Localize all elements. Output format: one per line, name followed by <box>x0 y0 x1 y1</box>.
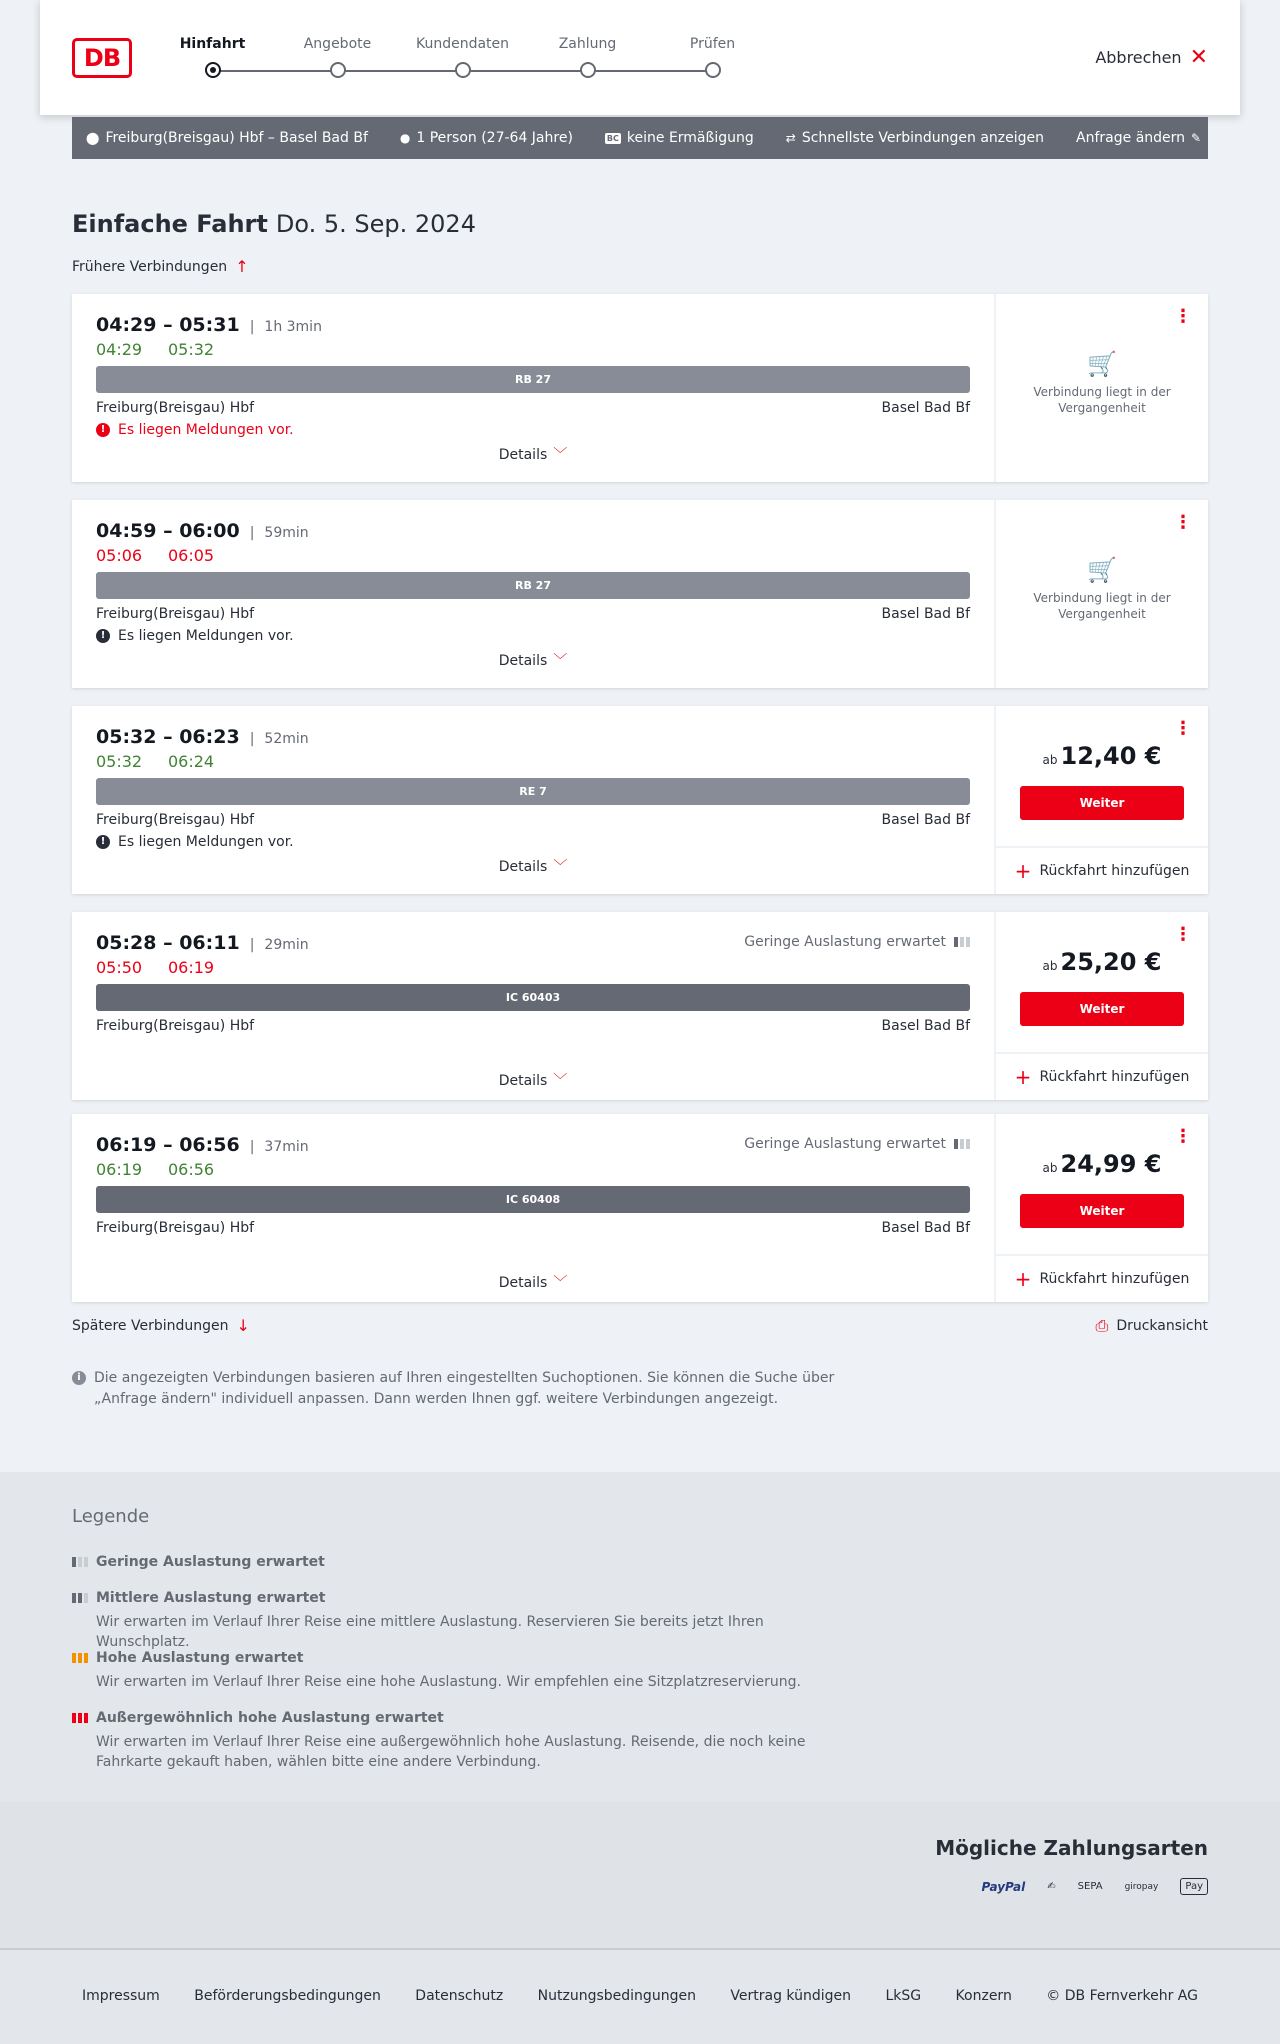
chevron-down-icon: ﹀ <box>553 447 568 463</box>
details-toggle[interactable] <box>72 650 994 670</box>
legend-description: Wir erwarten im Verlauf Ihrer Reise eine außergewöhnlich hohe Auslastung. Reisende, die noch keine Fahrkarte gekauft haben, wählen bitte eine andere Verbindung. <box>96 1734 806 1770</box>
step-circle <box>330 62 346 78</box>
divider: | <box>249 731 255 747</box>
connection-card <box>72 912 1208 1100</box>
arrow-up-icon: ↑ <box>235 257 249 276</box>
planned-times: 06:19 – 06:56 <box>96 1134 240 1156</box>
more-options-icon[interactable]: ⋮ <box>1174 718 1192 739</box>
details-toggle[interactable] <box>72 1070 994 1090</box>
step-label: Prüfen <box>689 36 736 52</box>
search-summary-bar <box>72 117 1208 159</box>
legend-item-head <box>72 1650 852 1666</box>
add-return-label: Rückfahrt hinzufügen <box>1039 1069 1190 1085</box>
past-connection-text: Verbindung liegt in der Vergangenheit <box>1033 591 1171 621</box>
booking-header <box>40 0 1240 115</box>
info-warning-icon: ! <box>96 629 110 643</box>
print-view-label: Druckansicht <box>1116 1318 1208 1334</box>
chevron-down-icon: ﹀ <box>553 653 568 669</box>
connection-times <box>96 932 309 954</box>
arrow-down-icon: ↓ <box>236 1316 250 1335</box>
close-icon: ✕ <box>1189 44 1208 70</box>
origin-station: Freiburg(Breisgau) Hbf <box>96 1018 255 1034</box>
add-return-label: Rückfahrt hinzufügen <box>1039 1271 1190 1287</box>
chevron-down-icon: ﹀ <box>553 1073 568 1089</box>
trip-date: Do. 5. Sep. 2024 <box>275 210 476 238</box>
details-label: Details <box>498 447 548 463</box>
more-options-icon[interactable]: ⋮ <box>1174 512 1192 533</box>
past-connection-notice <box>996 556 1208 622</box>
later-connections-link[interactable] <box>72 1316 250 1335</box>
cancel-label: Abbrechen <box>1095 48 1182 67</box>
train-bar[interactable]: RB 27 <box>96 572 970 599</box>
earlier-connections-label: Frühere Verbindungen <box>72 258 228 275</box>
connection-times <box>96 1134 309 1156</box>
price <box>996 742 1208 770</box>
legend-title: Legende <box>72 1506 150 1527</box>
price-prefix: ab <box>1042 1161 1058 1175</box>
footer-link-lksg[interactable]: LkSG <box>885 1988 922 2004</box>
realtime-departure: 06:19 <box>96 1160 143 1179</box>
connection-times <box>96 726 309 748</box>
bahncard-icon: BC <box>606 133 619 143</box>
divider: | <box>249 525 255 541</box>
duration: 52min <box>264 731 309 747</box>
duration: 37min <box>264 1139 309 1155</box>
origin-station: Freiburg(Breisgau) Hbf <box>96 1220 255 1236</box>
edit-request-label: Anfrage ändern <box>1076 130 1186 146</box>
edit-request-button[interactable] <box>1076 130 1201 146</box>
realtime-times <box>96 340 216 359</box>
realtime-times <box>96 752 216 771</box>
step-label: Kundendaten <box>415 36 510 52</box>
connection-times <box>96 520 309 542</box>
step-zahlung <box>525 34 650 78</box>
destination-station: Basel Bad Bf <box>881 1220 970 1236</box>
step-kundendaten <box>400 34 525 78</box>
more-options-icon[interactable]: ⋮ <box>1174 1126 1192 1147</box>
continue-button[interactable]: Weiter <box>1020 786 1184 820</box>
notice-message <box>96 834 294 850</box>
offer-panel <box>994 912 1208 1100</box>
payment-methods-section <box>0 1802 1280 1950</box>
realtime-departure: 04:29 <box>96 340 143 359</box>
price-amount: 24,99 € <box>1060 1150 1162 1178</box>
realtime-times <box>96 546 216 565</box>
plus-icon: + <box>1014 1065 1032 1089</box>
pencil-icon: ✎ <box>1191 131 1202 145</box>
notice-text: Es liegen Meldungen vor. <box>118 422 294 438</box>
sepa-icon: SEPA <box>1077 1881 1103 1892</box>
footer <box>0 1950 1280 2044</box>
chevron-down-icon: ﹀ <box>553 859 568 875</box>
occupancy-indicator <box>744 934 970 950</box>
swap-arrows-icon: ⇄ <box>785 131 796 145</box>
connection-card <box>72 294 1208 482</box>
notice-message <box>96 628 294 644</box>
route-summary <box>86 130 368 146</box>
applepay-label: Pay <box>1185 1881 1203 1892</box>
footer-link-nutzungsbedingungen[interactable]: Nutzungsbedingungen <box>537 1988 696 2004</box>
legend-item-high <box>72 1650 852 1692</box>
duration: 1h 3min <box>264 319 322 335</box>
direct-debit-icon: ✍ <box>1047 1881 1056 1892</box>
persons-text: 1 Person (27-64 Jahre) <box>416 130 573 146</box>
details-toggle[interactable] <box>72 444 994 464</box>
notice-message <box>96 422 294 438</box>
price-amount: 25,20 € <box>1060 948 1162 976</box>
offer-panel <box>994 500 1208 688</box>
later-connections-label: Spätere Verbindungen <box>72 1317 229 1334</box>
info-icon: i <box>72 1371 86 1385</box>
occupancy-low-icon <box>72 1557 88 1567</box>
planned-times: 05:32 – 06:23 <box>96 726 240 748</box>
notice-text: Es liegen Meldungen vor. <box>118 834 294 850</box>
legend-description: Wir erwarten im Verlauf Ihrer Reise eine hohe Auslastung. Wir empfehlen eine Sitzplatzreservierung. <box>96 1674 801 1690</box>
notice-text: Es liegen Meldungen vor. <box>118 628 294 644</box>
discount-text: keine Ermäßigung <box>626 130 754 146</box>
step-pruefen <box>650 34 775 78</box>
cart-disabled-icon: 🛒 <box>1087 556 1117 584</box>
footer-link-vertrag-kuendigen[interactable]: Vertrag kündigen <box>730 1988 851 2004</box>
step-angebote <box>275 34 400 78</box>
step-circle-active <box>205 62 221 78</box>
step-circle <box>580 62 596 78</box>
past-connection-text: Verbindung liegt in der Vergangenheit <box>1033 385 1171 415</box>
add-return-button[interactable] <box>996 846 1208 894</box>
discount-summary <box>605 130 754 146</box>
legend-description: Wir erwarten im Verlauf Ihrer Reise eine mittlere Auslastung. Reservieren Sie bereits jetzt Ihren Wunschplatz. <box>96 1614 764 1650</box>
price <box>996 948 1208 976</box>
occupancy-low-icon <box>954 937 970 947</box>
realtime-arrival: 06:24 <box>168 752 215 771</box>
origin-station: Freiburg(Breisgau) Hbf <box>96 400 255 416</box>
planned-times: 04:29 – 05:31 <box>96 314 240 336</box>
legend-label: Geringe Auslastung erwartet <box>96 1554 325 1570</box>
continue-button[interactable]: Weiter <box>1020 992 1184 1026</box>
search-options-note <box>72 1368 842 1410</box>
giropay-icon: giropay <box>1124 1881 1159 1892</box>
train-bar[interactable]: RE 7 <box>96 778 970 805</box>
divider: | <box>249 1139 255 1155</box>
planned-times: 04:59 – 06:00 <box>96 520 240 542</box>
price-amount: 12,40 € <box>1060 742 1162 770</box>
occupancy-text: Geringe Auslastung erwartet <box>744 1136 946 1152</box>
duration: 29min <box>264 937 309 953</box>
realtime-times <box>96 1160 216 1179</box>
footer-copyright: © DB Fernverkehr AG <box>1046 1988 1198 2004</box>
details-label: Details <box>498 653 548 669</box>
offer-panel <box>994 294 1208 482</box>
step-label: Zahlung <box>558 36 617 52</box>
price-prefix: ab <box>1042 959 1058 973</box>
connection-times <box>96 314 322 336</box>
connection-card <box>72 1114 1208 1302</box>
legend-item-low <box>72 1554 852 1570</box>
plus-icon: + <box>1014 1267 1032 1291</box>
paypal-icon: PayPal <box>981 1879 1026 1894</box>
past-connection-notice <box>996 350 1208 416</box>
details-toggle[interactable] <box>72 856 994 876</box>
stations <box>96 812 970 828</box>
destination-station: Basel Bad Bf <box>881 812 970 828</box>
legend-label: Hohe Auslastung erwartet <box>96 1650 304 1666</box>
more-options-icon[interactable]: ⋮ <box>1174 306 1192 327</box>
connection-info <box>72 706 994 894</box>
stations <box>96 606 970 622</box>
duration: 59min <box>264 525 309 541</box>
realtime-departure: 05:06 <box>96 546 143 565</box>
step-label: Angebote <box>303 36 372 52</box>
plus-icon: + <box>1014 859 1032 883</box>
fastest-text: Schnellste Verbindungen anzeigen <box>801 130 1045 146</box>
note-text: Die angezeigten Verbindungen basieren auf Ihren eingestellten Suchoptionen. Sie können die Suche über „Anfrage ändern" individuell anpassen. Dann werden Ihnen ggf. weitere Verbindungen angezeigt. <box>94 1370 835 1407</box>
warning-icon: ! <box>96 423 110 437</box>
legend-item-medium <box>72 1590 852 1652</box>
legend-item-head <box>72 1590 852 1606</box>
realtime-arrival: 05:32 <box>168 340 215 359</box>
realtime-arrival: 06:19 <box>168 958 215 977</box>
applepay-icon <box>1180 1878 1208 1895</box>
connection-info <box>72 294 994 482</box>
persons-summary <box>400 130 573 146</box>
legend-label: Außergewöhnlich hohe Auslastung erwartet <box>96 1710 444 1726</box>
stations <box>96 1220 970 1236</box>
legend-item-very-high <box>72 1710 852 1772</box>
train-bar[interactable]: IC 60403 <box>96 984 970 1011</box>
realtime-departure: 05:32 <box>96 752 143 771</box>
details-label: Details <box>498 1073 548 1089</box>
location-pin-icon: ⬤ <box>86 131 100 145</box>
printer-icon: ⎙ <box>1095 1316 1109 1335</box>
db-logo[interactable]: DB <box>72 38 132 78</box>
train-bar[interactable]: RB 27 <box>96 366 970 393</box>
cancel-button[interactable] <box>1095 44 1208 70</box>
realtime-arrival: 06:05 <box>168 546 215 565</box>
offer-panel <box>994 1114 1208 1302</box>
realtime-times <box>96 958 216 977</box>
occupancy-medium-icon <box>72 1593 88 1603</box>
occupancy-indicator <box>744 1136 970 1152</box>
offer-panel <box>994 706 1208 894</box>
person-icon: ● <box>399 131 411 145</box>
realtime-arrival: 06:56 <box>168 1160 215 1179</box>
add-return-button[interactable] <box>996 1254 1208 1302</box>
destination-station: Basel Bad Bf <box>881 606 970 622</box>
connection-info <box>72 500 994 688</box>
occupancy-low-icon <box>954 1139 970 1149</box>
planned-times: 05:28 – 06:11 <box>96 932 240 954</box>
details-toggle[interactable] <box>72 1272 994 1292</box>
print-view-link[interactable] <box>1096 1316 1208 1336</box>
more-options-icon[interactable]: ⋮ <box>1174 924 1192 945</box>
details-label: Details <box>498 859 548 875</box>
footer-links <box>0 1988 1280 2004</box>
origin-station: Freiburg(Breisgau) Hbf <box>96 812 255 828</box>
payment-icons <box>981 1878 1208 1895</box>
trip-type: Einfache Fahrt <box>72 210 268 238</box>
payment-title: Mögliche Zahlungsarten <box>935 1836 1208 1860</box>
add-return-label: Rückfahrt hinzufügen <box>1039 863 1190 879</box>
destination-station: Basel Bad Bf <box>881 1018 970 1034</box>
footer-link-befoerderungsbedingungen[interactable]: Beförderungsbedingungen <box>194 1988 381 2004</box>
train-bar[interactable]: IC 60408 <box>96 1186 970 1213</box>
legend-section <box>0 1472 1280 1802</box>
occupancy-high-icon <box>72 1653 88 1663</box>
step-circle <box>455 62 471 78</box>
page-title <box>72 210 476 238</box>
progress-steps <box>180 34 820 84</box>
destination-station: Basel Bad Bf <box>881 400 970 416</box>
divider: | <box>249 937 255 953</box>
chevron-down-icon: ﹀ <box>553 1275 568 1291</box>
connection-card <box>72 706 1208 894</box>
footer-link-konzern[interactable]: Konzern <box>955 1988 1012 2004</box>
earlier-connections-link[interactable] <box>72 257 249 276</box>
details-label: Details <box>498 1275 548 1291</box>
continue-button[interactable]: Weiter <box>1020 1194 1184 1228</box>
stations <box>96 1018 970 1034</box>
price <box>996 1150 1208 1178</box>
step-label: Hinfahrt <box>179 36 246 52</box>
price-prefix: ab <box>1042 753 1058 767</box>
stations <box>96 400 970 416</box>
route-text: Freiburg(Breisgau) Hbf – Basel Bad Bf <box>105 130 368 146</box>
footer-link-datenschutz[interactable]: Datenschutz <box>415 1988 504 2004</box>
occupancy-very-high-icon <box>72 1713 88 1723</box>
legend-item-head <box>72 1554 852 1570</box>
connection-info <box>72 912 994 1100</box>
add-return-button[interactable] <box>996 1052 1208 1100</box>
cart-disabled-icon: 🛒 <box>1087 350 1117 378</box>
step-hinfahrt[interactable] <box>150 34 275 78</box>
divider: | <box>249 319 255 335</box>
fastest-summary <box>786 130 1044 146</box>
step-circle <box>705 62 721 78</box>
legend-item-head <box>72 1710 852 1726</box>
connection-info <box>72 1114 994 1302</box>
info-warning-icon: ! <box>96 835 110 849</box>
origin-station: Freiburg(Breisgau) Hbf <box>96 606 255 622</box>
connection-card <box>72 500 1208 688</box>
occupancy-text: Geringe Auslastung erwartet <box>744 934 946 950</box>
legend-label: Mittlere Auslastung erwartet <box>96 1590 326 1606</box>
realtime-departure: 05:50 <box>96 958 143 977</box>
footer-link-impressum[interactable]: Impressum <box>82 1988 160 2004</box>
